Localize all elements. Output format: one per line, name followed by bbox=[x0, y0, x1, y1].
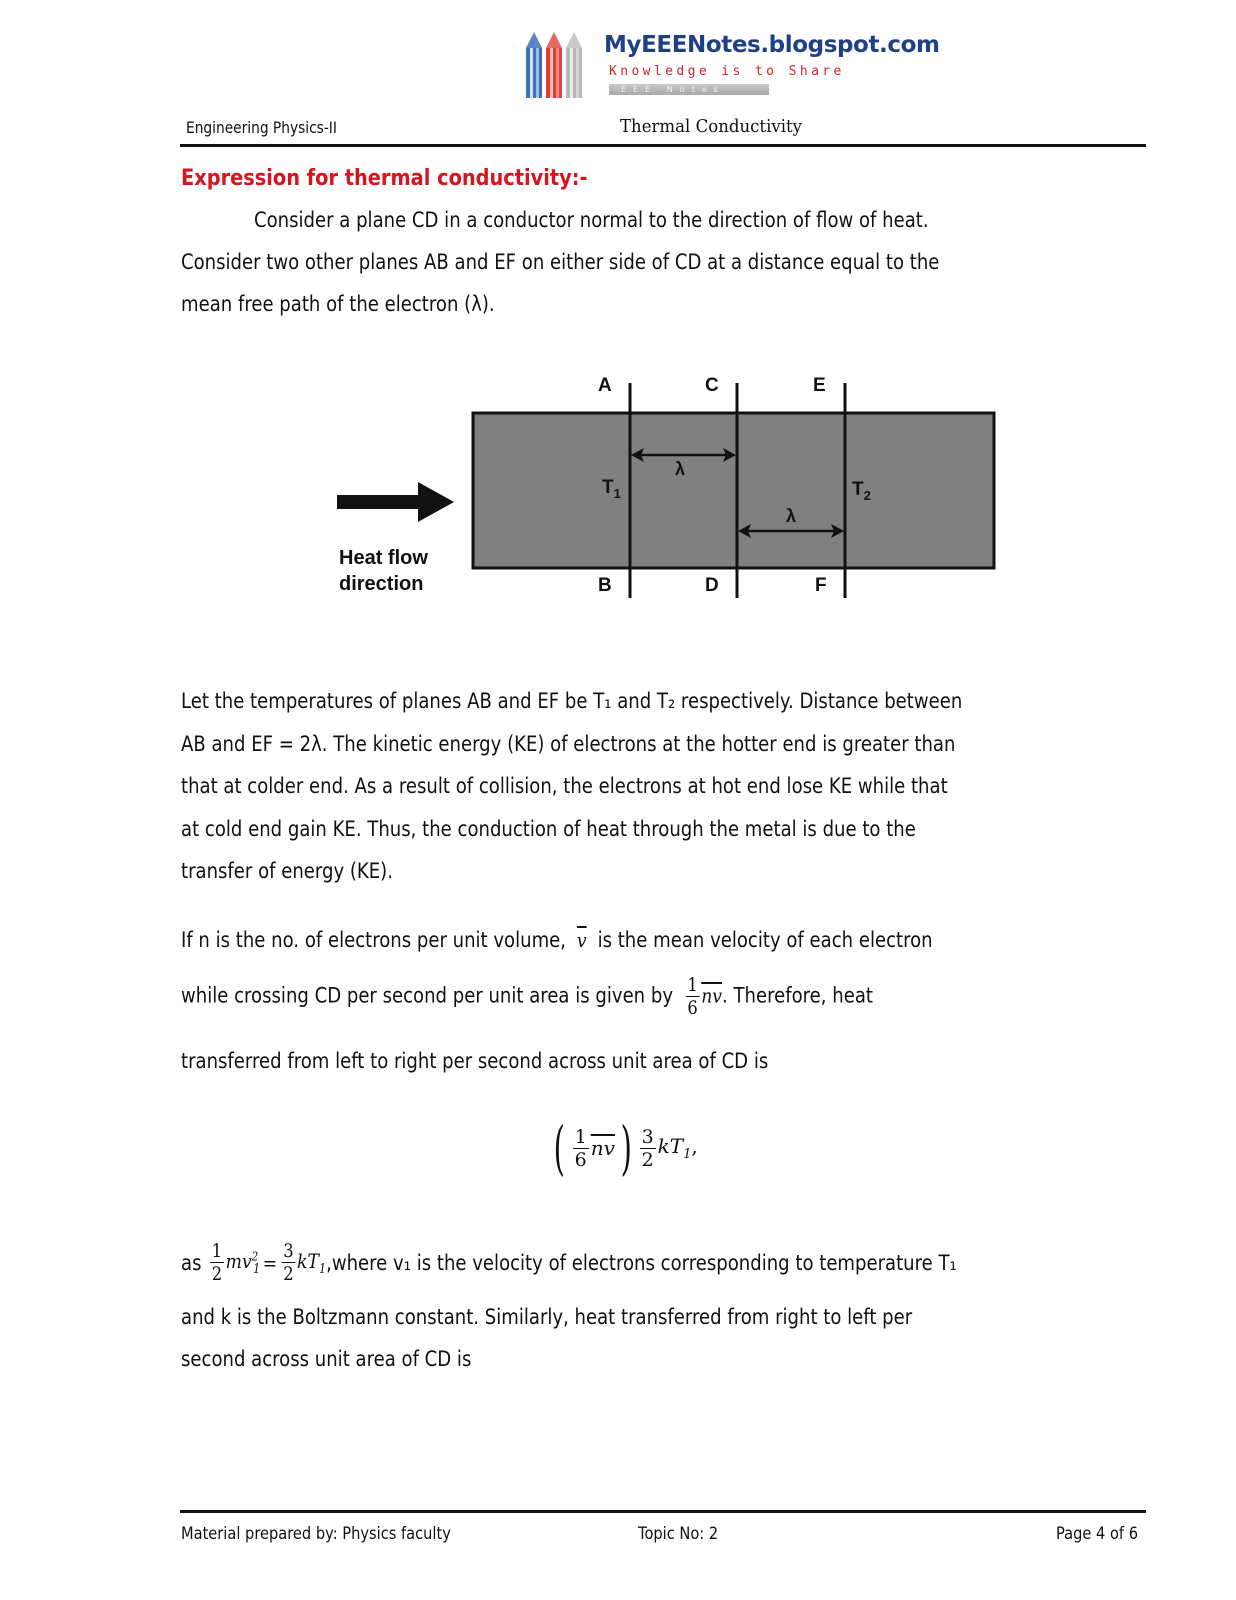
sub: 2 bbox=[863, 487, 871, 503]
n-v-bar: $\overline{nv}$ bbox=[701, 983, 723, 1008]
text: ,where v₁ is the velocity of electrons corresponding to temperature T₁ bbox=[326, 1250, 957, 1275]
para1-line1 bbox=[254, 208, 929, 232]
text: while crossing CD per second per unit area is given by bbox=[181, 983, 674, 1008]
para2-line5: transfer of energy (KE). bbox=[181, 859, 393, 883]
text: as bbox=[181, 1250, 202, 1275]
line2: direction bbox=[339, 573, 424, 595]
label-B: B bbox=[598, 575, 612, 596]
header-topic: Thermal Conductivity bbox=[620, 116, 803, 137]
label-F: F bbox=[815, 575, 827, 596]
line1: Heat flow bbox=[339, 547, 428, 569]
num: 1 bbox=[687, 974, 698, 996]
para1-line2: Consider two other planes AB and EF on either side of CD at a distance equal to the bbox=[181, 250, 940, 274]
num: 3 bbox=[283, 1240, 294, 1262]
label-D: D bbox=[705, 575, 719, 596]
frac-1-6 bbox=[573, 1126, 589, 1171]
num: 1 bbox=[574, 1125, 587, 1148]
para2-line2: AB and EF = 2λ. The kinetic energy (KE) of electrons at the hotter end is greater than bbox=[181, 732, 956, 756]
n-v-bar: $\overline{nv}$ bbox=[590, 1136, 615, 1160]
frac-3-2 bbox=[281, 1240, 295, 1285]
fraction-one-sixth bbox=[686, 974, 700, 1019]
t: T bbox=[852, 479, 864, 500]
text: is the mean velocity of each electron bbox=[597, 928, 933, 952]
sup: 2 bbox=[251, 1248, 259, 1263]
frac-3-2 bbox=[640, 1126, 656, 1171]
t: T bbox=[602, 477, 614, 498]
paren-open: ( bbox=[553, 1114, 565, 1182]
text: . Therefore, heat bbox=[722, 983, 873, 1008]
kT: kT bbox=[657, 1134, 684, 1158]
label-A: A bbox=[598, 375, 612, 396]
section-heading: Expression for thermal conductivity:- bbox=[181, 166, 588, 191]
label-E: E bbox=[813, 375, 826, 396]
footer-topic: Topic No: 2 bbox=[638, 1524, 719, 1544]
mv: mv bbox=[225, 1248, 252, 1273]
den: 2 bbox=[211, 1263, 223, 1285]
equals: = bbox=[262, 1250, 278, 1275]
num: 1 bbox=[211, 1240, 223, 1262]
sub: 1 bbox=[253, 1261, 261, 1277]
header-course: Engineering Physics-II bbox=[186, 118, 337, 137]
para2-line1: Let the temperatures of planes AB and EF be T₁ and T₂ respectively. Distance between bbox=[181, 689, 963, 713]
para4-line3: second across unit area of CD is bbox=[181, 1347, 472, 1371]
footer-author: Material prepared by: Physics faculty bbox=[181, 1524, 451, 1544]
footer-rule bbox=[180, 1510, 1146, 1513]
v-bar: $\overline{v}$ bbox=[576, 928, 587, 952]
para3-line1 bbox=[181, 928, 933, 952]
heat-flow-diagram bbox=[320, 375, 1020, 610]
lambda-label-1: λ bbox=[675, 459, 686, 479]
den: 2 bbox=[641, 1148, 654, 1171]
num: 3 bbox=[641, 1125, 654, 1148]
kT: kT bbox=[297, 1248, 319, 1273]
logo-tagline: Knowledge is to Share bbox=[609, 64, 845, 79]
footer-page: Page 4 of 6 bbox=[1056, 1524, 1139, 1544]
para4-line1 bbox=[181, 1240, 957, 1285]
temp-T2 bbox=[852, 479, 871, 503]
para2-line3: that at colder end. As a result of collision, the electrons at hot end lose KE while that bbox=[181, 774, 948, 798]
kT1 bbox=[658, 1134, 698, 1162]
frac-1-2 bbox=[210, 1240, 224, 1285]
mv1-squared bbox=[226, 1249, 261, 1277]
text: Consider a plane CD in a conductor normal to the direction of flow of heat. bbox=[254, 208, 929, 232]
den: 6 bbox=[687, 997, 698, 1019]
equation-heat-left-to-right bbox=[548, 1114, 698, 1182]
logo-title: MyEEENotes.blogspot.com bbox=[604, 32, 940, 58]
para1-line3: mean free path of the electron (λ). bbox=[181, 292, 495, 316]
header-rule bbox=[180, 144, 1146, 147]
para4-line2: and k is the Boltzmann constant. Similarly, heat transferred from right to left per bbox=[181, 1305, 913, 1329]
comma: , bbox=[691, 1134, 698, 1158]
den: 6 bbox=[574, 1148, 587, 1171]
pencils-icon bbox=[522, 26, 598, 102]
sub: 1 bbox=[613, 485, 621, 501]
para3-line2 bbox=[181, 974, 873, 1019]
lambda-label-2: λ bbox=[786, 506, 797, 526]
para2-line4: at cold end gain KE. Thus, the conduction of heat through the metal is due to the bbox=[181, 817, 916, 841]
para3-line3: transferred from left to right per second across unit area of CD is bbox=[181, 1049, 769, 1073]
den: 2 bbox=[283, 1263, 294, 1285]
temp-T1 bbox=[602, 477, 621, 501]
kT1 bbox=[297, 1249, 326, 1277]
paren-close: ) bbox=[620, 1114, 632, 1182]
site-logo bbox=[522, 26, 942, 102]
logo-bar: EEE Notes bbox=[609, 84, 769, 95]
sub: 1 bbox=[683, 1147, 692, 1162]
heat-flow-label bbox=[339, 545, 428, 597]
sub: 1 bbox=[318, 1261, 327, 1277]
text: If n is the no. of electrons per unit volume, bbox=[181, 928, 567, 952]
label-C: C bbox=[705, 375, 719, 396]
